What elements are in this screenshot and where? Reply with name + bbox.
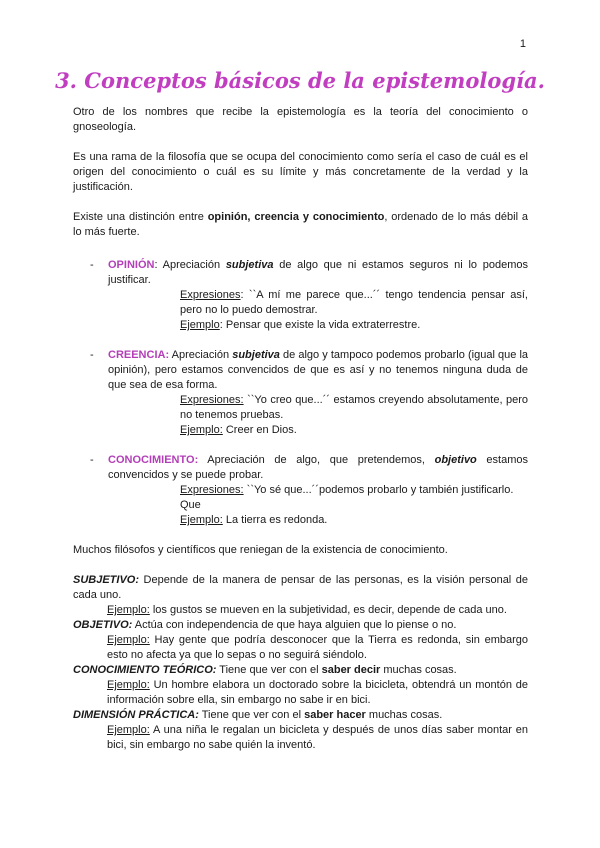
opinion-ejemplo xyxy=(108,318,528,333)
ejemplo-text: Creer en Dios. xyxy=(222,424,297,436)
list-item-creencia xyxy=(73,348,528,438)
opinion-definition xyxy=(108,258,528,288)
def-dimension-practica xyxy=(73,708,528,723)
objetivo-ejemplo xyxy=(73,633,528,663)
ejemplo-label: Ejemplo: xyxy=(107,604,150,616)
objetivo-text: Actúa con independencia de que haya alguien que lo piense o no. xyxy=(132,619,457,631)
expresiones-label: Expresiones: xyxy=(180,394,244,406)
subjetivo-ejemplo xyxy=(73,603,528,618)
page-number: 1 xyxy=(519,38,526,50)
objetivo-term: OBJETIVO: xyxy=(73,619,133,631)
list-dash: - xyxy=(90,259,94,271)
conocimiento-post: estamos convencidos y se puede probar. xyxy=(108,454,528,481)
def-objetivo xyxy=(73,618,528,633)
opinion-post: de algo que ni estamos seguros ni lo podemos justificar. xyxy=(108,259,528,286)
ejemplo-label: Ejemplo: xyxy=(180,424,223,436)
distinction-post: , ordenado de lo más débil a lo más fuerte. xyxy=(73,211,528,238)
practica-text-bold: saber hacer xyxy=(304,709,366,721)
practica-text-post: muchas cosas. xyxy=(365,709,443,721)
def-conocimiento-teorico xyxy=(73,663,528,678)
creencia-ejemplo xyxy=(108,423,528,438)
document-body xyxy=(73,105,528,753)
list-item-conocimiento xyxy=(73,453,528,528)
teorico-text-post: muchas cosas. xyxy=(380,664,457,676)
expresiones-text: : ``A mí me parece que...´´ tengo tendencia pensar así, pero no lo puedo demostrar. xyxy=(180,289,528,316)
creencia-definition xyxy=(108,348,528,393)
list-dash: - xyxy=(90,349,94,361)
expresiones-label: Expresiones: xyxy=(180,484,244,496)
conocimiento-pre: Apreciación de algo, que pretendemos, xyxy=(198,454,435,466)
ejemplo-text: Hay gente que podría desconocer que la Tierra es redonda, sin embargo esto no afecta ya que lo sepas o no seguirá siéndolo. xyxy=(107,634,528,661)
teorico-term: CONOCIMIENTO TEÓRICO: xyxy=(73,664,217,676)
practica-text-pre: Tiene que ver con el xyxy=(198,709,305,721)
opinion-emph: subjetiva xyxy=(225,259,274,271)
teorico-text-bold: saber decir xyxy=(321,664,381,676)
ejemplo-label: Ejemplo: xyxy=(107,679,150,691)
ejemplo-label: Ejemplo: xyxy=(107,634,150,646)
creencia-label: CREENCIA: xyxy=(108,349,170,361)
creencia-pre: Apreciación xyxy=(169,349,233,361)
ejemplo-text: : Pensar que existe la vida extraterrestre. xyxy=(219,319,421,331)
creencia-expresiones xyxy=(108,393,528,423)
conocimiento-expresiones xyxy=(108,483,528,513)
creencia-post: de algo y tampoco podemos probarlo (igual que la opinión), pero estamos convencidos de que es así y no tenemos ninguna duda de que sea de esa forma. xyxy=(108,349,529,391)
conocimiento-definition xyxy=(108,453,528,483)
deniers-paragraph: Muchos filósofos y científicos que reniegan de la existencia de conocimiento. xyxy=(73,544,448,556)
ejemplo-text: La tierra es redonda. xyxy=(222,514,328,526)
list-item-opinion xyxy=(73,258,528,333)
ejemplo-text: los gustos se mueven en la subjetividad, es decir, depende de cada uno. xyxy=(149,604,507,616)
conocimiento-ejemplo xyxy=(108,513,528,528)
teorico-ejemplo xyxy=(73,678,528,708)
opinion-label: OPINIÓN xyxy=(108,259,155,271)
expresiones-text: ``Yo sé que...´´podemos probarlo y también justificarlo. Que xyxy=(180,484,514,511)
expresiones-text: ``Yo creo que...´´ estamos creyendo absolutamente, pero no tenemos pruebas. xyxy=(180,394,528,421)
ejemplo-label: Ejemplo: xyxy=(107,724,150,736)
subjetivo-text: Depende de la manera de pensar de las personas, es la visión personal de cada uno. xyxy=(73,574,528,601)
def-subjetivo xyxy=(73,573,528,603)
ejemplo-label: Ejemplo xyxy=(180,319,220,331)
intro-paragraph-2: Es una rama de la filosofía que se ocupa del conocimiento como sería el caso de cuál es el origen del conocimiento o cuál es su límite y más concretamente de la verdad y la justificación. xyxy=(73,151,528,193)
list-dash: - xyxy=(90,454,94,466)
distinction-pre: Existe una distinción entre xyxy=(73,211,208,223)
teorico-text-pre: Tiene que ver con el xyxy=(216,664,322,676)
distinction-terms: opinión, creencia y conocimiento xyxy=(207,211,385,223)
conocimiento-label: CONOCIMIENTO: xyxy=(108,454,199,466)
ejemplo-text: A una niña le regalan un bicicleta y después de unos días saber montar en bici, sin embargo no sabe quién la inventó. xyxy=(107,724,528,751)
opinion-pre: : Apreciación xyxy=(154,259,226,271)
page-title: 3. Conceptos básicos de la epistemología. xyxy=(55,68,545,93)
practica-term: DIMENSIÓN PRÁCTICA: xyxy=(73,709,199,721)
expresiones-label: Expresiones xyxy=(180,289,241,301)
ejemplo-label: Ejemplo: xyxy=(180,514,223,526)
opinion-expresiones xyxy=(108,288,528,318)
conocimiento-emph: objetivo xyxy=(434,454,477,466)
creencia-emph: subjetiva xyxy=(232,349,280,361)
distinction-paragraph xyxy=(73,210,528,240)
subjetivo-term: SUBJETIVO: xyxy=(73,574,140,586)
ejemplo-text: Un hombre elabora un doctorado sobre la bicicleta, obtendrá un montón de información sobre ella, sin embargo no sabe ir en bici. xyxy=(107,679,528,706)
intro-paragraph-1: Otro de los nombres que recibe la epistemología es la teoría del conocimiento o gnoseología. xyxy=(73,106,528,133)
practica-ejemplo xyxy=(73,723,528,753)
